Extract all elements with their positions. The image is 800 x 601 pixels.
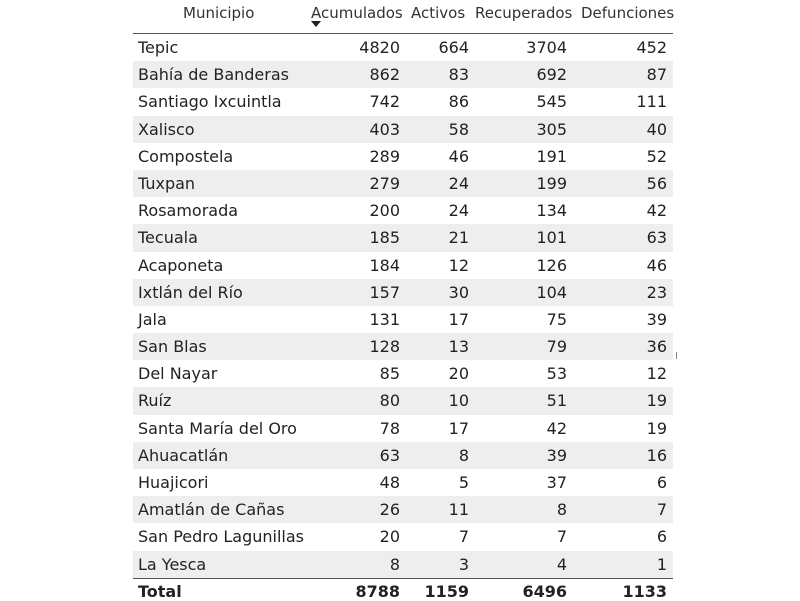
cell-defunciones: 52 — [646, 146, 667, 166]
cell-activos: 21 — [448, 228, 469, 248]
column-header-recuperados[interactable]: Recuperados — [475, 4, 573, 22]
column-header-municipio[interactable]: Municipio — [183, 4, 255, 22]
cell-acumulados: 48 — [379, 473, 400, 492]
cell-municipio: Rosamorada — [138, 201, 239, 221]
cell-recuperados: 37 — [546, 473, 567, 492]
table-row[interactable] — [133, 143, 673, 170]
cell-acumulados: 742 — [369, 92, 400, 112]
cell-activos: 17 — [448, 309, 469, 329]
cell-defunciones: 36 — [646, 337, 667, 357]
cell-acumulados: 26 — [379, 500, 400, 520]
cell-municipio: Santiago Ixcuintla — [138, 92, 282, 112]
cell-acumulados: 131 — [369, 309, 400, 329]
table-row[interactable] — [133, 224, 673, 251]
cell-recuperados: 7 — [556, 527, 567, 547]
cell-acumulados: 8 — [389, 554, 400, 574]
cell-activos: 20 — [448, 364, 469, 384]
cell-defunciones: 1 — [656, 554, 667, 574]
table-row[interactable] — [133, 279, 673, 306]
cell-recuperados: 4 — [556, 554, 567, 574]
cell-recuperados: 545 — [536, 92, 567, 112]
cell-municipio: Ruíz — [138, 391, 172, 411]
cell-municipio: Ahuacatlán — [138, 445, 229, 465]
cell-recuperados: 692 — [536, 65, 567, 85]
cell-defunciones: 19 — [646, 391, 667, 411]
cell-acumulados: 862 — [369, 65, 400, 85]
cell-defunciones: 46 — [646, 255, 667, 275]
cell-recuperados: 53 — [546, 364, 567, 384]
table-row[interactable] — [133, 415, 673, 442]
cell-activos: 664 — [438, 38, 469, 57]
cell-acumulados: 63 — [379, 445, 400, 465]
table-header — [133, 0, 673, 34]
total-acumulados: 8788 — [355, 582, 400, 601]
cell-defunciones: 6 — [656, 527, 667, 547]
cell-municipio: Del Nayar — [138, 364, 218, 384]
table-row[interactable] — [133, 61, 673, 88]
cell-activos: 12 — [448, 255, 469, 275]
cell-acumulados: 157 — [369, 282, 400, 302]
column-header-acumulados[interactable]: Acumulados — [311, 4, 403, 22]
table-row[interactable] — [133, 387, 673, 414]
cell-municipio: San Blas — [138, 337, 207, 357]
cell-acumulados: 279 — [369, 173, 400, 193]
cell-municipio: Acaponeta — [138, 255, 224, 275]
cell-recuperados: 126 — [536, 255, 567, 275]
cell-municipio: Jala — [138, 309, 167, 329]
table-row[interactable] — [133, 469, 673, 496]
column-header-defunciones[interactable]: Defunciones — [581, 4, 675, 22]
table-row[interactable] — [133, 306, 673, 333]
cell-defunciones: 40 — [646, 119, 667, 139]
cell-defunciones: 6 — [656, 473, 667, 492]
cell-activos: 13 — [448, 337, 469, 357]
cell-activos: 58 — [448, 119, 469, 139]
cell-acumulados: 184 — [369, 255, 400, 275]
table-row[interactable] — [133, 252, 673, 279]
cell-acumulados: 85 — [379, 364, 400, 384]
cell-activos: 10 — [448, 391, 469, 411]
column-header-activos[interactable]: Activos — [411, 4, 466, 22]
cell-activos: 17 — [448, 418, 469, 438]
table-row[interactable] — [133, 496, 673, 523]
cell-defunciones: 111 — [636, 92, 667, 112]
table-row[interactable] — [133, 88, 673, 115]
cell-recuperados: 51 — [546, 391, 567, 411]
sort-descending-icon — [311, 21, 321, 27]
cell-acumulados: 20 — [379, 527, 400, 547]
cell-activos: 8 — [458, 445, 469, 465]
cell-activos: 46 — [448, 146, 469, 166]
cell-recuperados: 134 — [536, 201, 567, 221]
cell-defunciones: 16 — [646, 445, 667, 465]
cell-municipio: Amatlán de Cañas — [138, 500, 285, 520]
cell-acumulados: 78 — [379, 418, 400, 438]
cell-acumulados: 403 — [369, 119, 400, 139]
cell-recuperados: 3704 — [526, 38, 567, 57]
cell-defunciones: 23 — [646, 282, 667, 302]
table-row[interactable] — [133, 360, 673, 387]
cell-defunciones: 12 — [646, 364, 667, 384]
cell-recuperados: 199 — [536, 173, 567, 193]
cell-defunciones: 63 — [646, 228, 667, 248]
table-row[interactable] — [133, 442, 673, 469]
total-row — [133, 578, 673, 601]
cell-defunciones: 19 — [646, 418, 667, 438]
table-row[interactable] — [133, 523, 673, 550]
cell-municipio: Tepic — [138, 38, 179, 57]
cell-recuperados: 191 — [536, 146, 567, 166]
cell-municipio: Compostela — [138, 146, 234, 166]
cell-activos: 7 — [458, 527, 469, 547]
cell-defunciones: 42 — [646, 201, 667, 221]
cell-activos: 11 — [448, 500, 469, 520]
cell-acumulados: 128 — [369, 337, 400, 357]
cell-municipio: Santa María del Oro — [138, 418, 297, 438]
scrollbar-tick — [676, 352, 677, 359]
total-defunciones: 1133 — [622, 582, 667, 601]
cell-defunciones: 87 — [646, 65, 667, 85]
cell-municipio: Huajicori — [138, 473, 209, 492]
cell-recuperados: 79 — [546, 337, 567, 357]
cell-municipio: Ixtlán del Río — [138, 282, 243, 302]
table-row[interactable] — [133, 197, 673, 224]
cell-municipio: Xalisco — [138, 119, 195, 139]
cell-activos: 83 — [448, 65, 469, 85]
cell-municipio: Tecuala — [138, 228, 198, 248]
cell-municipio: San Pedro Lagunillas — [138, 527, 304, 547]
cell-acumulados: 200 — [369, 201, 400, 221]
cell-defunciones: 39 — [646, 309, 667, 329]
cell-municipio: Bahía de Banderas — [138, 65, 289, 85]
cell-recuperados: 305 — [536, 119, 567, 139]
cell-municipio: La Yesca — [138, 554, 207, 574]
cell-recuperados: 104 — [536, 282, 567, 302]
cell-municipio: Tuxpan — [138, 173, 196, 193]
cell-activos: 86 — [448, 92, 469, 112]
table-row[interactable] — [133, 333, 673, 360]
cell-recuperados: 42 — [546, 418, 567, 438]
table-body — [133, 34, 673, 578]
cell-acumulados: 80 — [379, 391, 400, 411]
table-row[interactable] — [133, 551, 673, 578]
total-recuperados: 6496 — [522, 582, 567, 601]
cell-activos: 5 — [458, 473, 469, 492]
cell-recuperados: 8 — [556, 500, 567, 520]
table-row[interactable] — [133, 34, 673, 61]
table-row[interactable] — [133, 116, 673, 143]
cell-activos: 24 — [448, 201, 469, 221]
cell-defunciones: 452 — [636, 38, 667, 57]
cell-activos: 24 — [448, 173, 469, 193]
cell-acumulados: 4820 — [359, 38, 400, 57]
cell-recuperados: 75 — [546, 309, 567, 329]
table-row[interactable] — [133, 170, 673, 197]
cell-acumulados: 185 — [369, 228, 400, 248]
cell-activos: 30 — [448, 282, 469, 302]
cell-defunciones: 7 — [656, 500, 667, 520]
cell-defunciones: 56 — [646, 173, 667, 193]
cell-acumulados: 289 — [369, 146, 400, 166]
cell-activos: 3 — [458, 554, 469, 574]
total-label: Total — [138, 582, 182, 601]
cell-recuperados: 101 — [536, 228, 567, 248]
total-activos: 1159 — [424, 582, 469, 601]
cell-recuperados: 39 — [546, 445, 567, 465]
covid-municipality-table — [133, 0, 675, 574]
